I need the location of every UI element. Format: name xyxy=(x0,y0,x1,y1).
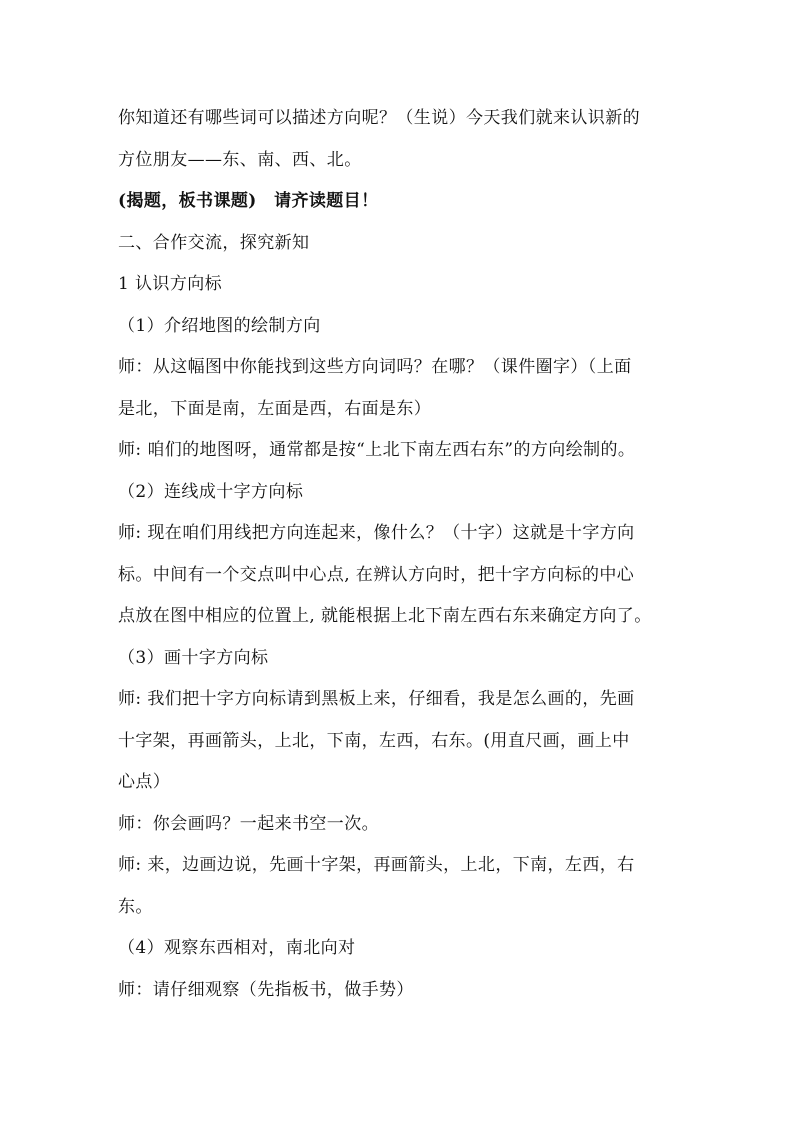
text-line: 东。 xyxy=(118,896,153,917)
text-line: 标。中间有一个交点叫中心点, 在辨认方向时，把十字方向标的中心 xyxy=(118,564,635,585)
item-heading: （3）画十字方向标 xyxy=(118,647,269,668)
subsection-heading: 1 认识方向标 xyxy=(118,274,223,294)
text-line: 你知道还有哪些词可以描述方向呢？（生说）今天我们就来认识新的 xyxy=(118,108,640,128)
text-line: 十字架，再画箭头，上北，下南，左西，右东。(用直尺画，画上中 xyxy=(118,730,630,751)
text-line: 师：请仔细观察（先指板书，做手势） xyxy=(118,979,414,1000)
text-line: 方位朋友——东、南、西、北。 xyxy=(118,149,362,170)
item-heading: （2）连线成十字方向标 xyxy=(118,481,304,502)
item-heading: （4）观察东西相对，南北向对 xyxy=(118,938,356,958)
text-line: 心点） xyxy=(118,772,171,792)
text-line: 师: 我们把十字方向标请到黑板上来，仔细看，我是怎么画的，先画 xyxy=(118,689,635,709)
section-heading: 二、合作交流，探究新知 xyxy=(118,232,310,253)
item-heading: （1）介绍地图的绘制方向 xyxy=(118,315,321,336)
text-line: 师：你会画吗？一起来书空一次。 xyxy=(118,813,379,834)
text-line: 师: 现在咱们用线把方向连起来，像什么？（十字）这就是十字方向 xyxy=(118,523,635,543)
text-line-bold-heading: (揭题，板书课题) 请齐读题目！ xyxy=(118,191,379,211)
text-line: 师：从这幅图中你能找到这些方向词吗？在哪？（课件圈字）（上面 xyxy=(118,357,632,377)
text-line: 点放在图中相应的位置上, 就能根据上北下南左西右东来确定方向了。 xyxy=(118,606,652,626)
text-line: 师: 来，边画边说，先画十字架，再画箭头，上北，下南，左西，右 xyxy=(118,855,635,875)
text-line: 是北，下面是南，左面是西，右面是东） xyxy=(118,398,432,419)
document-body xyxy=(118,98,678,1011)
text-line: 师: 咱们的地图呀，通常都是按“上北下南左西右东”的方向绘制的。 xyxy=(118,440,636,460)
